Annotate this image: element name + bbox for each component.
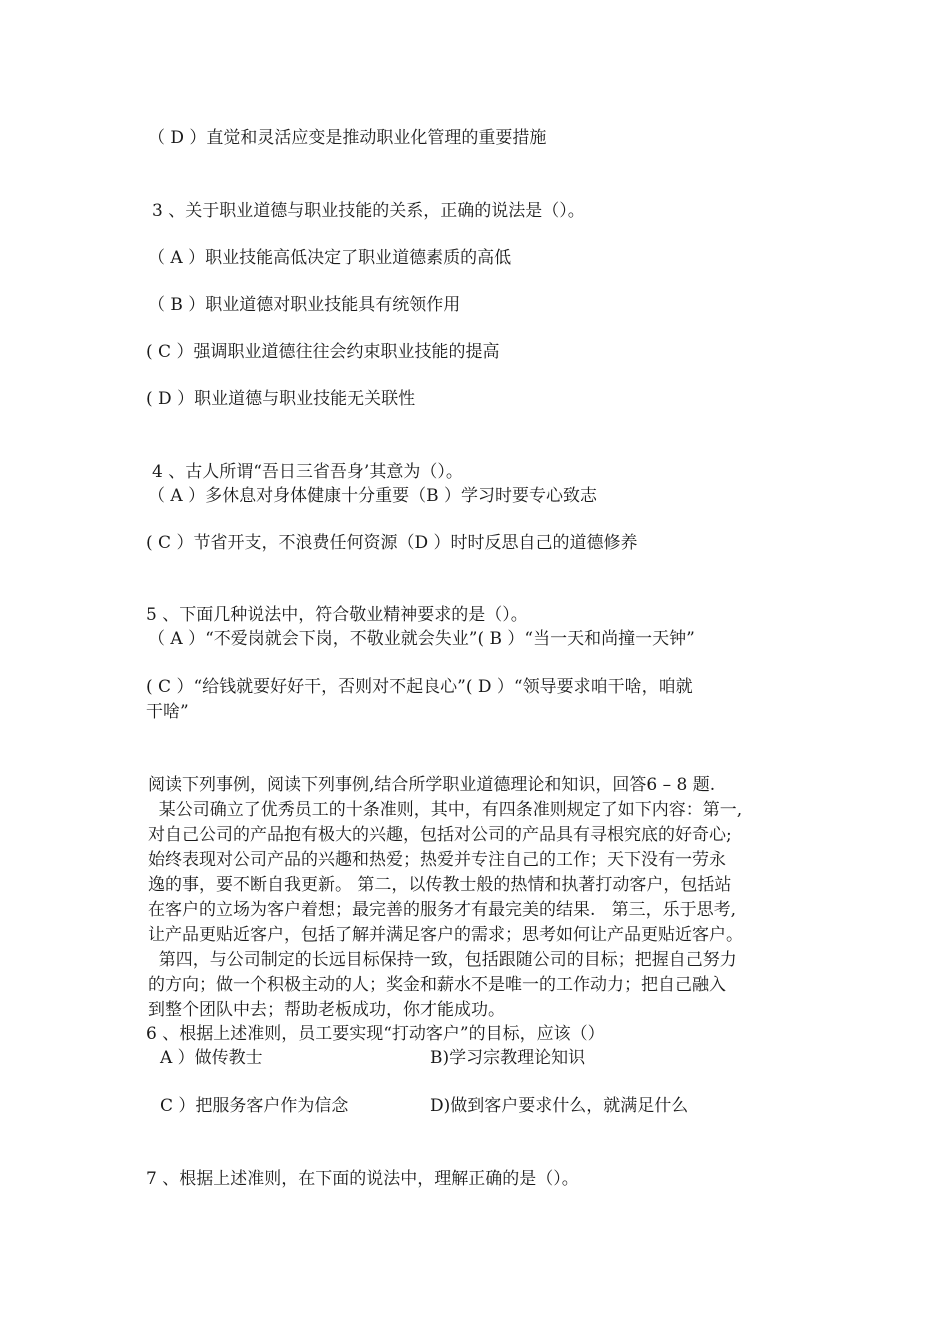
q5-options-cd-line2: 干啥”	[146, 702, 189, 722]
q3-stem: 3 、关于职业道德与职业技能的关系，正确的说法是（）。	[152, 201, 585, 221]
case-line: 逸的事，要不断自我更新。 第二，以传教士般的热情和执著打动客户，包括站	[148, 875, 732, 895]
q3-option-b: （ B ）职业道德对职业技能具有统领作用	[148, 295, 461, 315]
case-line: 第四，与公司制定的长远目标保持一致，包括跟随公司的目标；把握自己努力	[148, 950, 737, 970]
q6-option-b: B)学习宗教理论知识	[430, 1048, 586, 1068]
q4-stem: 4 、古人所谓“吾日三省吾身’其意为（）。	[152, 462, 463, 482]
q6-stem: 6 、根据上述准则，员工要实现“打动客户”的目标，应该（）	[146, 1024, 605, 1044]
q4-options-cd: ( C ）节省开支，不浪费任何资源（D ）时时反思自己的道德修养	[146, 533, 638, 553]
q4-options-ab: （ A ）多休息对身体健康十分重要（B ）学习时要专心致志	[148, 486, 597, 506]
q2-option-d: （ D ）直觉和灵活应变是推动职业化管理的重要措施	[148, 128, 547, 148]
q6-option-c: C ）把服务客户作为信念	[160, 1096, 349, 1116]
case-line: 的方向；做一个积极主动的人；奖金和薪水不是唯一的工作动力；把自己融入	[148, 975, 726, 995]
case-line: 在客户的立场为客户着想；最完善的服务才有最完美的结果. 第三，乐于思考,	[148, 900, 737, 920]
q5-options-cd-line1: ( C ）“给钱就要好好干，否则对不起良心”( D ）“领导要求咱干啥，咱就	[146, 677, 693, 697]
q3-option-d: ( D ）职业道德与职业技能无关联性	[146, 389, 416, 409]
case-line: 阅读下列事例，阅读下列事例,结合所学职业道德理论和知识，回答6 – 8 题.	[148, 775, 716, 795]
case-line: 让产品更贴近客户，包括了解并满足客户的需求；思考如何让产品更贴近客户。	[148, 925, 743, 945]
q5-options-ab: （ A ）“不爱岗就会下岗，不敬业就会失业”( B ）“当一天和尚撞一天钟”	[148, 629, 695, 649]
case-line: 到整个团队中去；帮助老板成功，你才能成功。	[148, 1000, 505, 1020]
case-passage	[148, 773, 820, 1023]
case-line: 某公司确立了优秀员工的十条准则，其中，有四条准则规定了如下内容：第一,	[148, 800, 743, 820]
q5-stem: 5 、下面几种说法中，符合敬业精神要求的是（）。	[146, 605, 528, 625]
q6-option-a: A ）做传教士	[160, 1048, 263, 1068]
q3-option-c: ( C ）强调职业道德往往会约束职业技能的提高	[146, 342, 500, 362]
q6-option-d: D)做到客户要求什么，就满足什么	[430, 1096, 689, 1116]
q7-stem: 7 、根据上述准则，在下面的说法中，理解正确的是（）。	[146, 1169, 579, 1189]
q3-option-a: （ A ）职业技能高低决定了职业道德素质的高低	[148, 248, 512, 268]
case-line: 始终表现对公司产品的兴趣和热爱；热爱并专注自己的工作；天下没有一劳永	[148, 850, 726, 870]
case-line: 对自己公司的产品抱有极大的兴趣，包括对公司的产品具有寻根究底的好奇心;	[148, 825, 732, 845]
